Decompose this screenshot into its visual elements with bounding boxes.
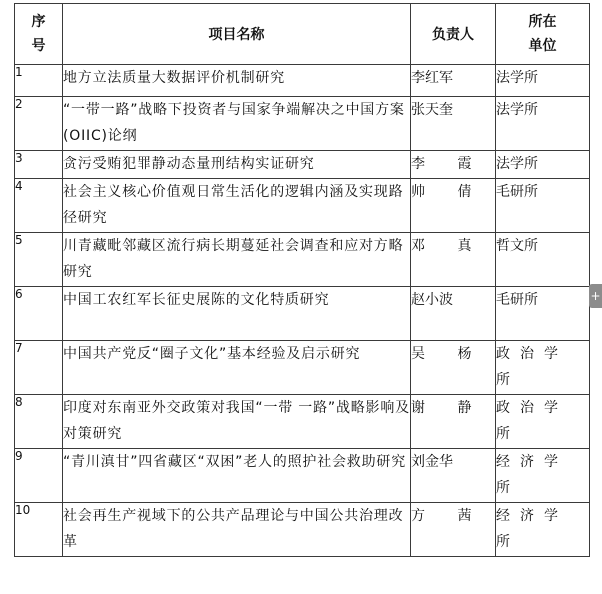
row-unit: 法学所 bbox=[496, 65, 590, 97]
header-unit-line2: 单位 bbox=[528, 38, 557, 54]
row-person: 邓 真 bbox=[411, 233, 496, 287]
row-person: 李 霞 bbox=[411, 151, 496, 179]
row-unit: 经济学所 bbox=[496, 503, 590, 557]
table-row bbox=[15, 503, 590, 557]
row-person: 吴 杨 bbox=[411, 341, 496, 395]
row-project-name: “一带一路”战略下投资者与国家争端解决之中国方案(OIIC)论纲 bbox=[63, 97, 411, 151]
row-project-name: 地方立法质量大数据评价机制研究 bbox=[63, 65, 411, 97]
header-unit-line1: 所在 bbox=[528, 14, 557, 30]
header-no-line1: 序 bbox=[31, 14, 46, 30]
row-project-name: 社会再生产视域下的公共产品理论与中国公共治理改革 bbox=[63, 503, 411, 557]
project-table bbox=[14, 3, 590, 557]
row-no: 8 bbox=[15, 395, 63, 449]
row-person: 刘金华 bbox=[411, 449, 496, 503]
table-row bbox=[15, 395, 590, 449]
side-expand-tab[interactable] bbox=[589, 284, 602, 308]
row-no: 3 bbox=[15, 151, 63, 179]
plus-icon: + bbox=[590, 289, 601, 303]
row-project-name: 印度对东南亚外交政策对我国“一带 一路”战略影响及对策研究 bbox=[63, 395, 411, 449]
row-no: 4 bbox=[15, 179, 63, 233]
row-person: 方 茜 bbox=[411, 503, 496, 557]
row-project-name: 贪污受贿犯罪静动态量刑结构实证研究 bbox=[63, 151, 411, 179]
row-project-name: 川青藏毗邻藏区流行病长期蔓延社会调查和应对方略研究 bbox=[63, 233, 411, 287]
row-person: 谢 静 bbox=[411, 395, 496, 449]
row-person: 帅 倩 bbox=[411, 179, 496, 233]
row-no: 9 bbox=[15, 449, 63, 503]
row-unit: 法学所 bbox=[496, 151, 590, 179]
row-project-name: “青川滇甘”四省藏区“双困”老人的照护社会救助研究 bbox=[63, 449, 411, 503]
row-no: 1 bbox=[15, 65, 63, 97]
row-unit: 法学所 bbox=[496, 97, 590, 151]
row-unit: 政治学所 bbox=[496, 341, 590, 395]
table-row bbox=[15, 151, 590, 179]
row-project-name: 社会主义核心价值观日常生活化的逻辑内涵及实现路径研究 bbox=[63, 179, 411, 233]
row-project-name: 中国共产党反“圈子文化”基本经验及启示研究 bbox=[63, 341, 411, 395]
header-no-line2: 号 bbox=[31, 38, 46, 54]
table-row bbox=[15, 97, 590, 151]
table-header-row bbox=[15, 4, 590, 65]
row-no: 10 bbox=[15, 503, 63, 557]
row-no: 6 bbox=[15, 287, 63, 341]
table-row bbox=[15, 179, 590, 233]
row-unit: 哲文所 bbox=[496, 233, 590, 287]
table-row bbox=[15, 287, 590, 341]
table-row bbox=[15, 233, 590, 287]
row-project-name: 中国工农红军长征史展陈的文化特质研究 bbox=[63, 287, 411, 341]
table-row bbox=[15, 449, 590, 503]
row-unit: 毛研所 bbox=[496, 287, 590, 341]
row-person: 李红军 bbox=[411, 65, 496, 97]
row-no: 2 bbox=[15, 97, 63, 151]
row-unit: 经济学所 bbox=[496, 449, 590, 503]
row-unit: 毛研所 bbox=[496, 179, 590, 233]
table-row bbox=[15, 341, 590, 395]
header-person: 负责人 bbox=[411, 4, 496, 65]
row-no: 7 bbox=[15, 341, 63, 395]
row-unit: 政治学所 bbox=[496, 395, 590, 449]
row-no: 5 bbox=[15, 233, 63, 287]
header-no bbox=[15, 4, 63, 65]
table-row bbox=[15, 65, 590, 97]
row-person: 赵小波 bbox=[411, 287, 496, 341]
row-person: 张天奎 bbox=[411, 97, 496, 151]
header-unit bbox=[496, 4, 590, 65]
header-name: 项目名称 bbox=[63, 4, 411, 65]
